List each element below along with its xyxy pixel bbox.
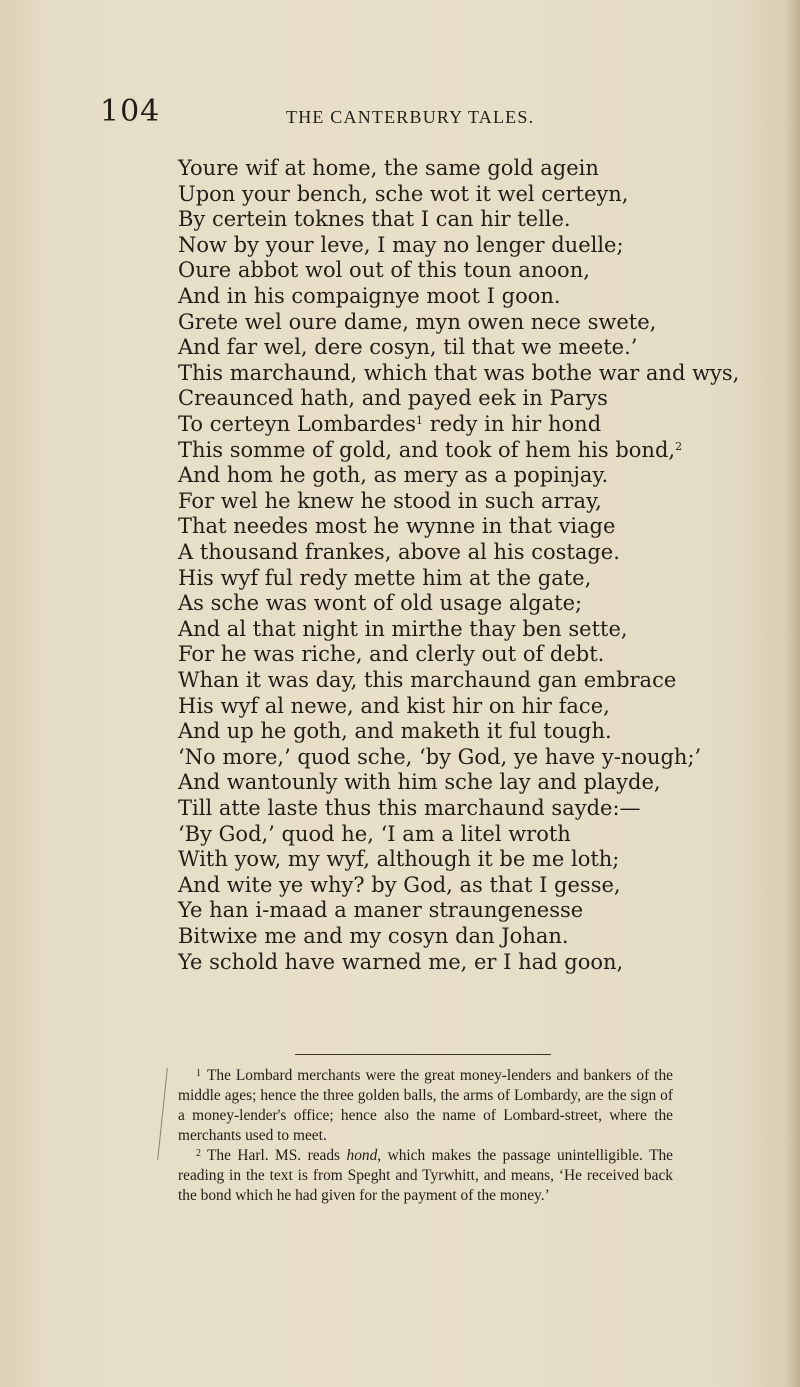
poem-line-text: And wite ye why? by God, as that I gesse, [178, 872, 621, 897]
poem-line [178, 181, 628, 207]
footnote-number: 2 [196, 1148, 201, 1159]
poem-line [178, 283, 561, 309]
poem-line [178, 718, 612, 744]
poem-line [178, 795, 641, 821]
footnote-rule [295, 1054, 551, 1055]
poem-line [178, 206, 571, 232]
footnote-text-post: , which makes the passage unintelligible. The reading in the text is from Speght and Tyrwhitt, and means, ‘He received back the bond which he had given for the payment of the money.’ [178, 1147, 673, 1204]
poem-line [178, 744, 701, 770]
poem-line [178, 411, 601, 437]
poem-line-text: That needes most he wynne in that viage [178, 514, 616, 539]
poem-line-text: And up he goth, and maketh it ful tough. [178, 719, 612, 744]
poem-line [178, 821, 571, 847]
poem-line [178, 590, 582, 616]
page-edge-shadow [786, 0, 800, 1387]
poem-line-text: As sche was wont of old usage algate; [178, 591, 583, 616]
poem-line-text: Ye schold have warned me, er I had goon, [178, 949, 624, 974]
poem-line-text: His wyf al newe, and kist hir on hir face, [178, 693, 610, 718]
poem-line-text: Grete wel oure dame, myn owen nece swete, [178, 309, 657, 334]
poem-line-text: Upon your bench, sche wot it wel certeyn, [178, 181, 629, 206]
poem-line-text: Till atte laste thus this marchaund sayde:— [178, 796, 641, 820]
poem-line [178, 949, 623, 975]
poem-line-text: ‘By God,’ quod he, ‘I am a litel wroth [178, 821, 571, 846]
poem-line-text: To certeyn Lombardes [178, 412, 417, 436]
poem-line-text: And wantounly with him sche lay and playde, [178, 770, 661, 795]
poem-line-text: Youre wif at home, the same gold agein [178, 156, 599, 180]
poem-line [178, 437, 682, 463]
poem-line-text: And al that night in mirthe thay ben sette, [178, 616, 628, 641]
poem-line [178, 462, 608, 488]
poem-line-text: And in his compaignye moot I goon. [178, 284, 561, 308]
poem-line [178, 565, 591, 591]
poem-line [178, 872, 621, 898]
page-header [100, 96, 700, 136]
poem-line [178, 693, 610, 719]
poem-line-text: And far wel, dere cosyn, til that we meete.’ [178, 335, 638, 360]
poem-line-text: Bitwixe me and my cosyn dan Johan. [178, 924, 569, 948]
footnote-ref: 1 [416, 414, 424, 427]
poem-line-text: For he was riche, and clerly out of debt. [178, 642, 605, 667]
poem-line-text: This marchaund, which that was bothe war and wys, [178, 360, 740, 385]
running-head: THE CANTERBURY TALES. [286, 107, 535, 127]
footnote-1 [178, 1066, 673, 1146]
poem-line-text: A thousand frankes, above al his costage. [178, 540, 620, 564]
margin-pencil-mark [157, 1068, 178, 1160]
footnotes [178, 1066, 673, 1206]
poem-line-text: His wyf ful redy mette him at the gate, [178, 565, 592, 590]
poem-line-text: Now by your leve, I may no lenger duelle; [178, 232, 624, 257]
page-number: 104 [100, 94, 161, 129]
poem-line-text-rest: redy in hir hond [423, 412, 602, 436]
poem-line-text: With yow, my wyf, although it be me loth; [178, 847, 620, 872]
poem-line-text: Whan it was day, this marchaund gan embrace [178, 668, 677, 692]
poem-line [178, 923, 569, 949]
poem-line-text: Ye han i-maad a maner straungenesse [178, 898, 584, 923]
poem-line [178, 232, 624, 258]
poem-line [178, 334, 637, 360]
poem-line [178, 309, 656, 335]
poem-line [178, 539, 620, 565]
poem-line [178, 846, 619, 872]
poem-line-text: By certein toknes that I can hir telle. [178, 207, 571, 232]
poem-line-text: This somme of gold, and took of hem his bond, [178, 437, 676, 462]
poem-line [178, 769, 661, 795]
poem-line-text: ‘No more,’ quod sche, ‘by God, ye have y-nough;’ [178, 744, 702, 769]
poem-line-text: Oure abbot wol out of this toun anoon, [178, 258, 590, 283]
poem-line [178, 257, 590, 283]
footnote-text-pre: The Harl. MS. reads [207, 1147, 347, 1164]
poem-line [178, 641, 604, 667]
poem-line-text: And hom he goth, as mery as a popinjay. [178, 463, 609, 488]
footnote-emphasis: hond [346, 1147, 378, 1164]
poem-line [178, 513, 615, 539]
footnote-number: 1 [196, 1068, 201, 1079]
footnote-2 [178, 1146, 673, 1206]
poem-line [178, 385, 608, 411]
poem-line-text: For wel he knew he stood in such array, [178, 488, 602, 513]
poem-line [178, 897, 583, 923]
poem-line [178, 360, 739, 386]
poem-line [178, 616, 628, 642]
footnote-text: The Lombard merchants were the great money-lenders and bankers of the middle ages; hence the three golden balls, the arms of Lombardy, are the sign of a money-lender's office; hence also the name of Lombard-street, where the merchants used to meet. [178, 1067, 673, 1144]
poem-line-text: Creaunced hath, and payed eek in Parys [178, 386, 608, 411]
poem-line [178, 488, 602, 514]
poem-line [178, 667, 676, 693]
footnote-ref: 2 [675, 439, 683, 453]
poem-line [178, 155, 599, 181]
